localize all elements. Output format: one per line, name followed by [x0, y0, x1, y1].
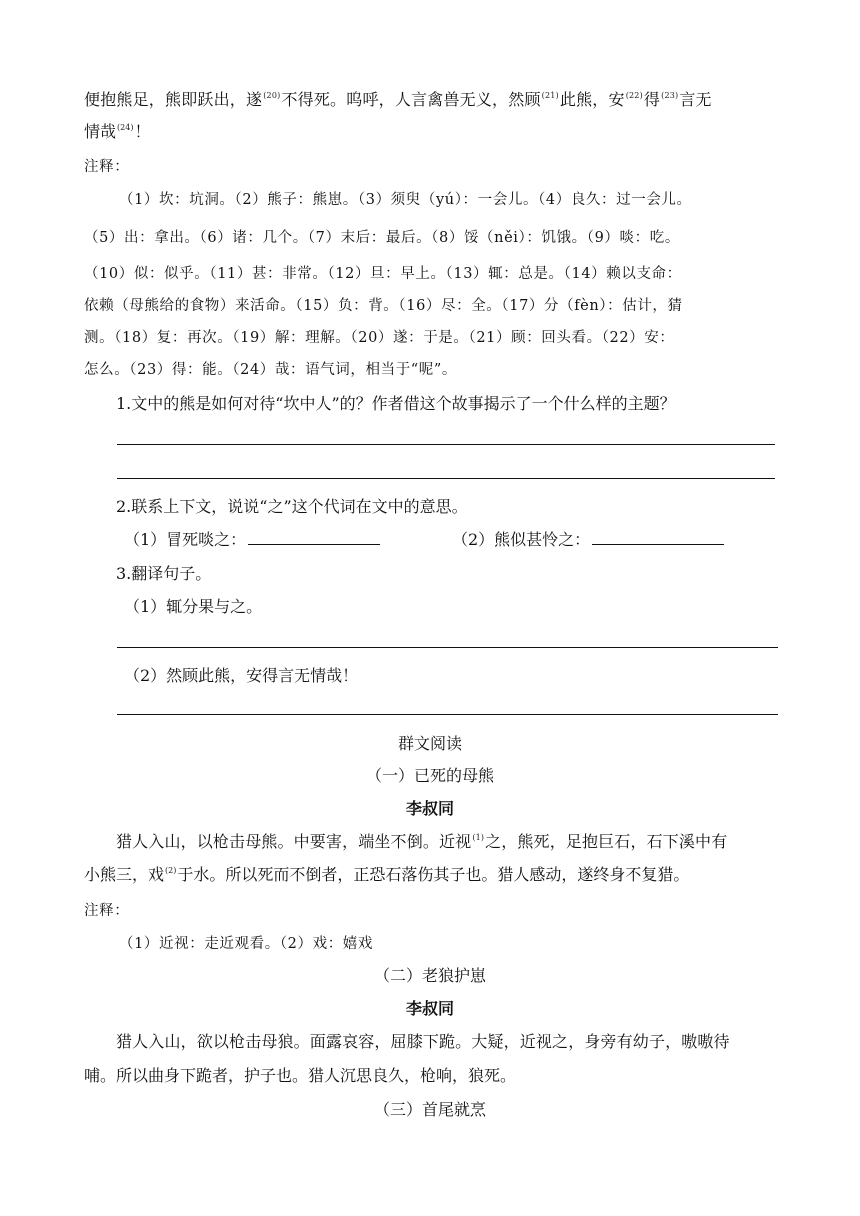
- passage-text: 便抱熊足，熊即跃出，遂: [84, 90, 263, 109]
- question-3-part-2: （2）然顾此熊，安得言无情哉！: [124, 666, 359, 685]
- passage-text: 得: [643, 90, 661, 109]
- story-1-author: 李叔同: [405, 799, 454, 818]
- passage-text: 言无: [679, 90, 712, 109]
- story-text: 之，熊死，足抱巨石，石下溪中有: [485, 832, 728, 851]
- question-2-part-1-label: （1）冒死啖之：: [124, 530, 247, 549]
- answer-line[interactable]: [117, 647, 778, 648]
- question-2: 2.联系上下文，说说“之”这个代词在文中的意思。: [116, 497, 468, 516]
- footnote-marker: (21): [541, 91, 559, 100]
- story-1-title: （一）已死的母熊: [365, 766, 494, 785]
- passage-text: 此熊，安: [559, 90, 625, 109]
- question-2-part-1: [124, 530, 380, 550]
- footnote-marker: (23): [661, 91, 679, 100]
- question-2-part-2-label: （2）熊似甚怜之：: [452, 530, 591, 549]
- story-1-notes: （1）近视：走近观看。（2）戏：嬉戏: [119, 936, 373, 952]
- footnote-marker: (22): [625, 91, 643, 100]
- passage-text: ！: [134, 122, 151, 141]
- notes-line: 怎么。（23）得：能。（24）哉：语气词，相当于“呢”。: [84, 362, 458, 378]
- story-2-line-2: 哺。所以曲身下跪者，护子也。猎人沉思良久，枪响，狼死。: [84, 1066, 517, 1085]
- notes-line: （10）似：似乎。（11）甚：非常。（12）旦：早上。（13）辄：总是。（14）赖以支命：: [84, 266, 682, 282]
- footnote-marker: (24): [117, 123, 134, 132]
- story-3-title: （三）首尾就烹: [373, 1100, 486, 1119]
- story-1-line-1: [116, 832, 727, 852]
- story-2-title: （二）老狼护崽: [373, 966, 486, 985]
- notes-line: （1）坎：坑洞。（2）熊子：熊崽。（3）须臾（yú）：一会儿。（4）良久：过一会儿。: [119, 192, 692, 208]
- notes-line: 依赖（母熊给的食物）来活命。（15）负：背。（16）尽：全。（17）分（fèn）：估计，猜: [84, 298, 683, 314]
- answer-line[interactable]: [117, 444, 775, 445]
- notes-line: 测。（18）复：再次。（19）解：理解。（20）遂：于是。（21）顾：回头看。（22）安：: [84, 330, 675, 346]
- story-2-author: 李叔同: [405, 999, 454, 1018]
- footnote-marker: (20): [263, 91, 281, 100]
- footnote-marker: (2): [165, 866, 177, 875]
- question-2-part-2: [452, 530, 724, 550]
- answer-line[interactable]: [117, 478, 775, 479]
- story-2-line-1: 猎人入山，欲以枪击母狼。面露哀容，屈膝下跪。大疑，近视之，身旁有幼子，嗷嗷待: [116, 1032, 730, 1051]
- question-1: 1.文中的熊是如何对待“坎中人”的？作者借这个故事揭示了一个什么样的主题？: [116, 394, 676, 413]
- answer-blank[interactable]: [592, 530, 724, 545]
- passage-text: 不得死。呜呼，人言禽兽无义，然顾: [281, 90, 541, 109]
- footnote-marker: (1): [472, 833, 485, 842]
- passage-line-2: [84, 122, 150, 142]
- story-1-notes-label: 注释：: [84, 903, 130, 919]
- question-3-part-1: （1）辄分果与之。: [124, 597, 263, 616]
- question-3: 3.翻译句子。: [116, 564, 212, 583]
- answer-blank[interactable]: [248, 530, 380, 545]
- section-heading: 群文阅读: [397, 734, 462, 753]
- answer-line[interactable]: [117, 714, 778, 715]
- passage-line-1: [84, 90, 712, 110]
- story-1-line-2: [84, 865, 689, 885]
- notes-label: 注释：: [84, 159, 130, 175]
- notes-line: （5）出：拿出。（6）诸：几个。（7）末后：最后。（8）馁（něi）：饥饿。（9）啖：吃。: [84, 230, 680, 246]
- passage-text: 情哉: [84, 122, 117, 141]
- story-text: 猎人入山，以枪击母熊。中要害，端坐不倒。近视: [116, 832, 472, 851]
- story-text: 于水。所以死而不倒者，正恐石落伤其子也。猎人感动，遂终身不复猎。: [177, 865, 690, 884]
- story-text: 小熊三，戏: [84, 865, 165, 884]
